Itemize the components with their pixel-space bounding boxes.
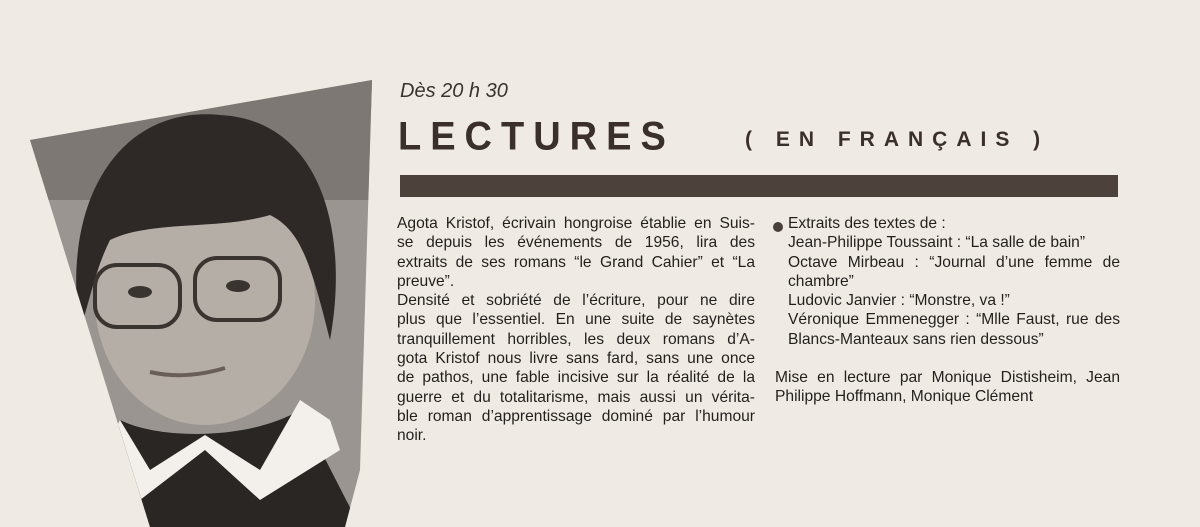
text-line: extraits de ses romans “le Grand Cahier” et “La (397, 253, 755, 271)
text-line: preuve”. (397, 272, 455, 290)
text-line: Mise en lecture par Monique Distisheim, Jean (775, 369, 1120, 386)
title-divider-bar (400, 175, 1118, 197)
text-line: Octave Mirbeau : “Journal d’une femme de (788, 253, 1120, 271)
text-line: plus que l’essentiel. En une suite de saynètes (397, 311, 755, 329)
text-line: noir. (397, 427, 427, 445)
author-portrait-photo (0, 0, 400, 527)
text-line: Philippe Hoffmann, Monique Clément (775, 388, 1034, 406)
text-line: Ludovic Janvier : “Monstre, va !” (788, 292, 1010, 310)
text-line: Jean-Philippe Toussaint : “La salle de bain” (788, 234, 1086, 252)
text-line: Agota Kristof, écrivain hongroise établie en Suis- (397, 215, 755, 232)
text-line: Véronique Emmenegger : “Mlle Faust, rue des (788, 311, 1120, 329)
page-subtitle: ( EN FRANÇAIS ) (745, 128, 1050, 151)
text-line: guerre et du totalitarisme, mais aussi un vérita- (397, 388, 755, 406)
text-line: ble roman d’apprentissage dominé par l’humour (397, 407, 755, 425)
description-column (397, 214, 755, 446)
event-time: Dès 20 h 30 (400, 80, 508, 102)
text-line: chambre” (788, 272, 854, 290)
credits (775, 368, 1120, 407)
bullet-icon (773, 222, 783, 232)
text-line: de pathos, une fable incisive sur la réalité de la (397, 369, 755, 387)
text-line: se depuis les événements de 1956, lira des (397, 234, 755, 252)
text-line: Blancs-Manteaux sans rien dessous” (788, 330, 1044, 348)
extracts-column (788, 214, 1120, 349)
text-line: gota Kristof nous livre sans fard, sans une once (397, 350, 755, 368)
text-line: Densité et sobriété de l’écriture, pour ne dire (397, 292, 755, 310)
text-line: Extraits des textes de : (788, 215, 946, 232)
page-title: LECTURES (398, 114, 675, 160)
text-line: tranquillement horribles, les deux romans d’A- (397, 330, 755, 348)
